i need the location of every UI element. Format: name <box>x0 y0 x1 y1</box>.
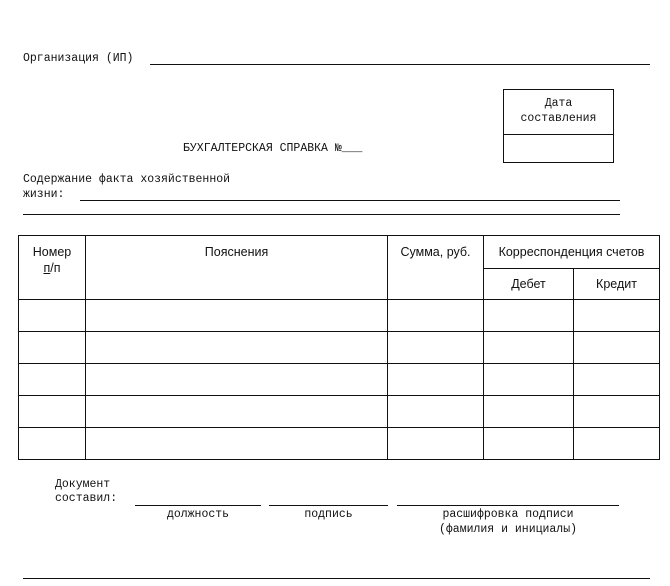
cell-number[interactable] <box>19 396 86 428</box>
cell-credit[interactable] <box>574 364 660 396</box>
organization-field-line <box>150 64 650 65</box>
signature-field-line <box>269 505 388 506</box>
decoding-caption-line1: расшифровка подписи <box>442 508 574 521</box>
entries-table <box>18 235 660 460</box>
cell-sum[interactable] <box>388 364 484 396</box>
cell-credit[interactable] <box>574 300 660 332</box>
cell-sum[interactable] <box>388 396 484 428</box>
content-label-line2: жизни: <box>23 188 65 201</box>
content-field-line-2 <box>23 214 620 215</box>
bottom-rule <box>23 578 650 579</box>
cell-sum[interactable] <box>388 428 484 460</box>
cell-debit[interactable] <box>484 364 574 396</box>
date-box <box>503 89 614 163</box>
cell-debit[interactable] <box>484 396 574 428</box>
cell-explanation[interactable] <box>86 332 388 364</box>
decoding-field-line <box>397 505 619 506</box>
cell-credit[interactable] <box>574 396 660 428</box>
decoding-caption-line2: (фамилия и инициалы) <box>438 523 578 536</box>
cell-sum[interactable] <box>388 332 484 364</box>
cell-explanation[interactable] <box>86 428 388 460</box>
column-header-number <box>19 236 86 300</box>
cell-explanation[interactable] <box>86 364 388 396</box>
date-box-header <box>504 90 613 135</box>
document-title: БУХГАЛТЕРСКАЯ СПРАВКА №___ <box>183 142 363 155</box>
organization-label: Организация (ИП) <box>23 52 134 65</box>
table-row <box>19 396 660 428</box>
table-row <box>19 364 660 396</box>
cell-explanation[interactable] <box>86 396 388 428</box>
signature-caption: подпись <box>304 508 353 521</box>
cell-number[interactable] <box>19 428 86 460</box>
position-field-line <box>135 505 261 506</box>
cell-debit[interactable] <box>484 300 574 332</box>
cell-credit[interactable] <box>574 428 660 460</box>
content-field-line-1 <box>80 200 620 201</box>
table-row <box>19 428 660 460</box>
cell-debit[interactable] <box>484 428 574 460</box>
date-box-label-2: составления <box>520 112 597 125</box>
table-row <box>19 300 660 332</box>
column-header-correspondence: Корреспонденция счетов <box>484 236 660 269</box>
content-label-line1: Содержание факта хозяйственной <box>23 173 231 186</box>
table-header-row <box>19 236 660 269</box>
column-header-number-line2: п/п <box>43 261 61 275</box>
cell-explanation[interactable] <box>86 300 388 332</box>
cell-number[interactable] <box>19 364 86 396</box>
column-header-debit: Дебет <box>484 269 574 300</box>
column-header-credit: Кредит <box>574 269 660 300</box>
column-header-sum: Сумма, руб. <box>388 236 484 300</box>
cell-debit[interactable] <box>484 332 574 364</box>
date-box-label-1: Дата <box>544 97 573 110</box>
composed-by-label-line1: Документ <box>55 478 111 491</box>
position-caption: должность <box>166 508 230 521</box>
composed-by-label-line2: составил: <box>55 492 118 505</box>
table-row <box>19 332 660 364</box>
column-header-explanations: Пояснения <box>86 236 388 300</box>
column-header-number-line1: Номер <box>32 245 72 259</box>
cell-number[interactable] <box>19 300 86 332</box>
cell-number[interactable] <box>19 332 86 364</box>
cell-sum[interactable] <box>388 300 484 332</box>
cell-credit[interactable] <box>574 332 660 364</box>
